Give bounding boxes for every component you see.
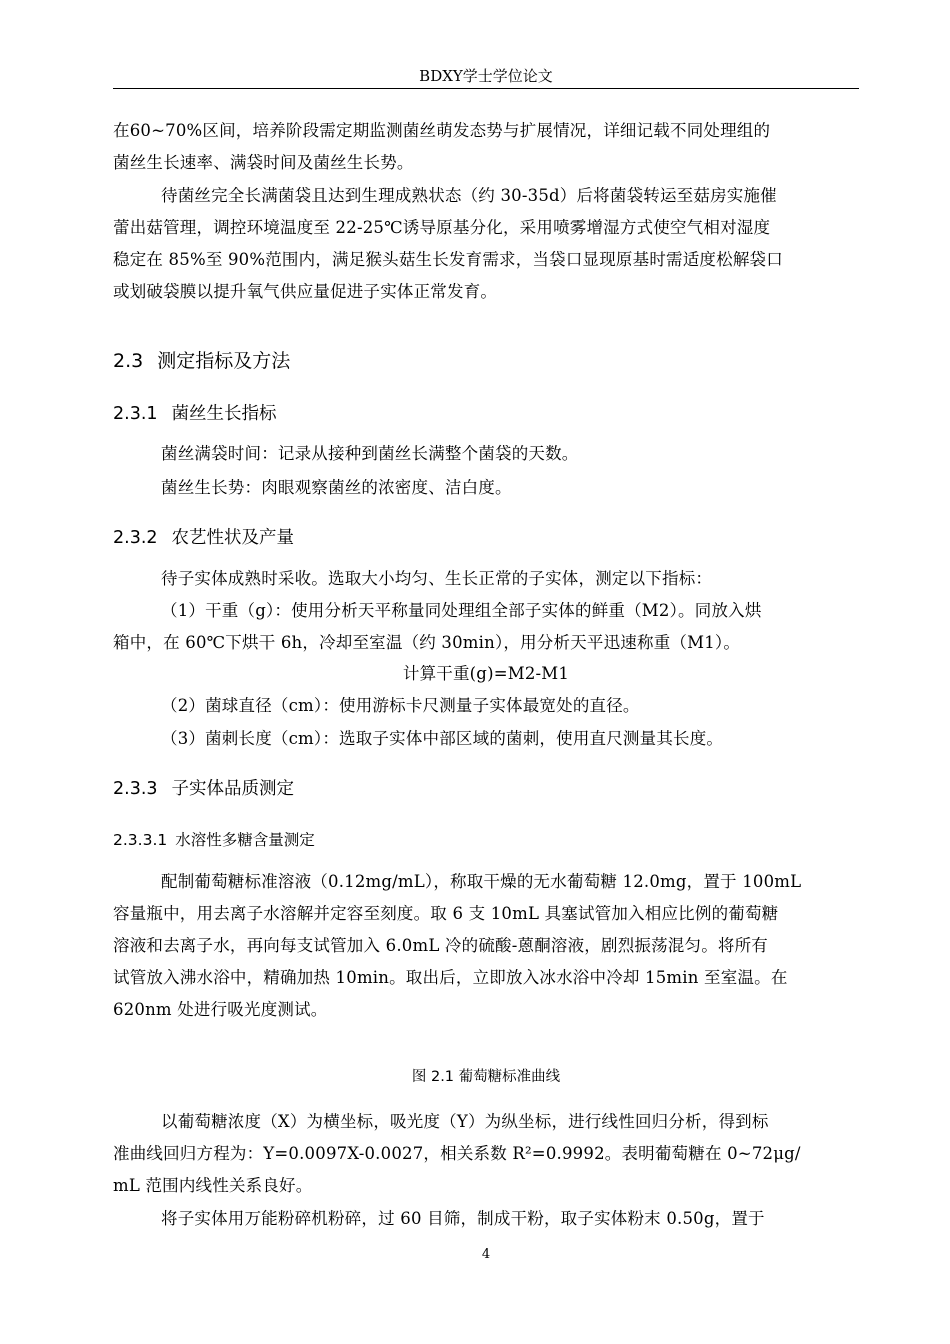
section-heading-2-3-1 <box>113 403 277 425</box>
header-rule <box>113 88 859 89</box>
paragraph-line: 稳定在 85%至 90%范围内，满足猴头菇生长发育需求，当袋口显现原基时需适度松解袋口 <box>113 250 783 269</box>
section-heading-2-3-3-1 <box>113 830 315 850</box>
list-item-ball-diameter: （2）菌球直径（cm）：使用游标卡尺测量子实体最宽处的直径。 <box>161 696 640 715</box>
section-number: 2.3.3.1 <box>113 831 168 849</box>
section-title: 子实体品质测定 <box>171 779 295 799</box>
figure-caption: 图 2.1 葡萄糖标准曲线 <box>411 1069 561 1085</box>
section-number: 2.3.1 <box>113 404 158 424</box>
paragraph-line: 溶液和去离子水，再向每支试管加入 6.0mL 冷的硫酸-蒽酮溶液，剧烈振荡混匀。将所有 <box>113 936 769 955</box>
section-heading-2-3 <box>113 349 290 373</box>
list-item-dry-weight-cont: 箱中，在 60℃下烘干 6h，冷却至室温（约 30min），用分析天平迅速称重（M1）。 <box>113 633 741 652</box>
section-title: 农艺性状及产量 <box>171 528 295 548</box>
list-item-spine-length: （3）菌刺长度（cm）：选取子实体中部区域的菌刺，使用直尺测量其长度。 <box>161 729 724 748</box>
paragraph-line: 待子实体成熟时采收。选取大小均匀、生长正常的子实体，测定以下指标： <box>161 569 713 588</box>
section-number: 2.3 <box>113 350 144 372</box>
section-heading-2-3-3 <box>113 778 294 800</box>
paragraph-line: 将子实体用万能粉碎机粉碎，过 60 目筛，制成干粉，取子实体粉末 0.50g，置于 <box>161 1209 765 1228</box>
paragraph-line: 待菌丝完全长满菌袋且达到生理成熟状态（约 30-35d）后将菌袋转运至菇房实施催 <box>161 186 777 205</box>
section-number: 2.3.2 <box>113 528 158 548</box>
paragraph-line: 或划破袋膜以提升氧气供应量促进子实体正常发育。 <box>113 282 498 301</box>
paragraph-line: 蕾出菇管理，调控环境温度至 22-25℃诱导原基分化，采用喷雾增湿方式使空气相对湿度 <box>113 218 771 237</box>
section-title: 水溶性多糖含量测定 <box>175 831 315 849</box>
paragraph-line: 菌丝满袋时间：记录从接种到菌丝长满整个菌袋的天数。 <box>161 444 579 463</box>
paragraph-line: 准曲线回归方程为：Y=0.0097X-0.0027，相关系数 R²=0.9992。表明葡萄糖在 0~72μg/ <box>113 1144 801 1163</box>
section-heading-2-3-2 <box>113 527 294 549</box>
paragraph-line: 容量瓶中，用去离子水溶解并定容至刻度。取 6 支 10mL 具塞试管加入相应比例的葡萄糖 <box>113 904 779 923</box>
paragraph-line: mL 范围内线性关系良好。 <box>113 1176 313 1195</box>
paragraph-line: 以葡萄糖浓度（X）为横坐标，吸光度（Y）为纵坐标，进行线性回归分析，得到标 <box>161 1112 769 1131</box>
section-title: 测定指标及方法 <box>157 350 291 372</box>
section-number: 2.3.3 <box>113 779 158 799</box>
paragraph-line: 菌丝生长速率、满袋时间及菌丝生长势。 <box>113 153 414 172</box>
paragraph-line: 菌丝生长势：肉眼观察菌丝的浓密度、洁白度。 <box>161 478 512 497</box>
paragraph-line: 配制葡萄糖标准溶液（0.12mg/mL），称取干燥的无水葡萄糖 12.0mg，置于 100mL <box>161 872 802 891</box>
running-header: BDXY学士学位论文 <box>419 67 553 85</box>
list-item-dry-weight: （1）干重（g）：使用分析天平称量同处理组全部子实体的鲜重（M2）。同放入烘 <box>161 601 762 620</box>
paragraph-line: 试管放入沸水浴中，精确加热 10min。取出后，立即放入冰水浴中冷却 15min 至室温。在 <box>113 968 788 987</box>
paragraph-line: 620nm 处进行吸光度测试。 <box>113 1000 328 1019</box>
section-title: 菌丝生长指标 <box>171 404 277 424</box>
page-number: 4 <box>481 1247 491 1262</box>
formula: 计算干重(g)=M2-M1 <box>402 664 570 683</box>
paragraph-line: 在60~70%区间，培养阶段需定期监测菌丝萌发态势与扩展情况，详细记载不同处理组的 <box>113 121 771 140</box>
